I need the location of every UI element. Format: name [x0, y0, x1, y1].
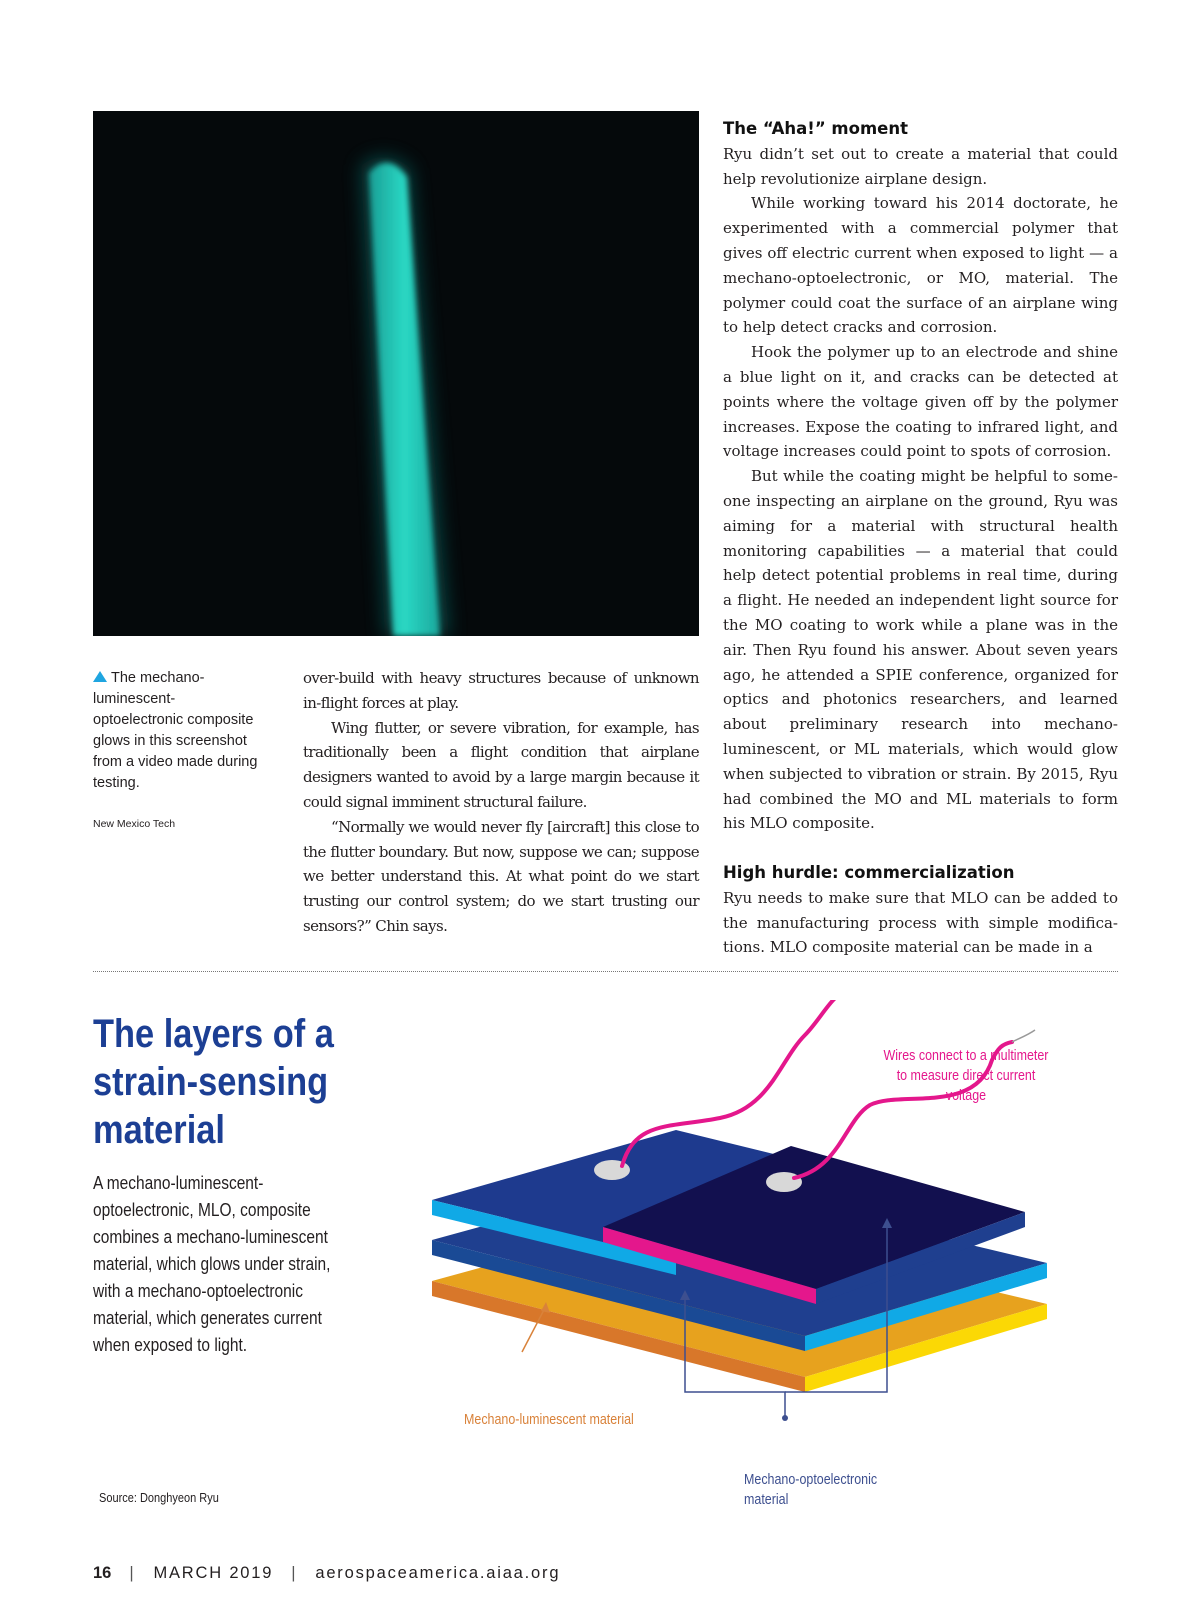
photo-credit: New Mexico Tech [93, 818, 176, 830]
layers-diagram [420, 1000, 1100, 1520]
photo-caption [93, 668, 263, 794]
paragraph: “Normally we would never fly [aircraft] this close to the flutter boundary. But now, suppose we can; suppose we better understand this. At what point do we start trusting our control system; do we start trusting our sensors?” Chin says. [303, 817, 699, 935]
infographic-title: The layers of a strain-sensing material [93, 1012, 334, 1152]
section-heading-hurdle: High hurdle: commercialization [723, 862, 1015, 882]
article-column-middle [303, 666, 699, 939]
photo-caption-text: The mechano-luminescent-optoelectronic composite glows in this screenshot from a video made during testing. [93, 670, 258, 791]
paragraph: Ryu needs to make sure that MLO can be added to the manufacturing process with simple modifications. MLO composite material can be made in a [723, 888, 1118, 957]
footer-separator: | [129, 1564, 136, 1582]
paragraph: Wing flutter, or severe vibration, for example, has traditionally been a flight condition that airplane designers wanted to avoid by a large margin because it could signal imminent structural failure. [303, 718, 699, 811]
mechano-optoelectronic-label: Mechano-optoelectronic material [744, 1472, 878, 1508]
section-divider [93, 971, 1118, 972]
infographic-description: A mechano-luminescent-optoelectronic, MLO, composite combines a mechano-luminescent material, which glows under strain, with a mechano-optoelectronic material, which generates current when exposed to light. [93, 1173, 331, 1355]
article-column-right [723, 117, 1118, 960]
paragraph: But while the coating might be helpful to someone inspecting an airplane on the ground, Ryu was aiming for a material with structural health monitoring capabilities — a material that could help detect potential problems in real time, during a flight. He needed an independent light source for the MO coating to work while a plane was in the air. Then Ryu found his answer. About seven years ago, he attended a SPIE conference, organized for optics and photonics researchers, and learned about preliminary research into mechano-luminescent, or ML materials, which would glow when subjected to vibration or strain. By 2015, Ryu had combined the MO and ML materials to form his MLO composite. [723, 467, 1118, 833]
glowing-composite-photo [93, 111, 699, 636]
paragraph: Ryu didn’t set out to create a material that could help revolutionize airplane design. [723, 144, 1118, 188]
triangle-up-icon [93, 671, 107, 682]
photo-graphic [93, 111, 699, 636]
mechano-luminescent-label: Mechano-luminescent material [464, 1412, 634, 1428]
site-url: aerospaceamerica.aiaa.org [315, 1564, 561, 1582]
page-footer [93, 1564, 560, 1583]
mo-pointer-dot [782, 1415, 788, 1421]
wires-label: Wires connect to a multimeter to measure direct current voltage [883, 1048, 1049, 1104]
section-heading-aha: The “Aha!” moment [723, 119, 908, 138]
paragraph: over-build with heavy structures because of unknown in-flight forces at play. [303, 669, 699, 712]
footer-separator: | [291, 1564, 298, 1582]
paragraph: Hook the polymer up to an electrode and shine a blue light on it, and cracks can be detected at points where the voltage given off by the polymer increases. Expose the coating to infrared light, and voltage increases could point to spots of corrosion. [723, 343, 1118, 461]
paragraph: While working toward his 2014 doctorate, he experimented with a commercial polymer that gives off electric current when exposed to light — a mechano-optoelectronic, or MO, material. The polymer could coat the surface of an airplane wing to help detect cracks and corrosion. [723, 194, 1118, 337]
electrode-right [766, 1172, 802, 1192]
wire-right-tip [1012, 1030, 1035, 1042]
page-number: 16 [93, 1564, 112, 1582]
issue-date: MARCH 2019 [153, 1564, 274, 1582]
infographic-source: Source: Donghyeon Ryu [99, 1491, 219, 1505]
